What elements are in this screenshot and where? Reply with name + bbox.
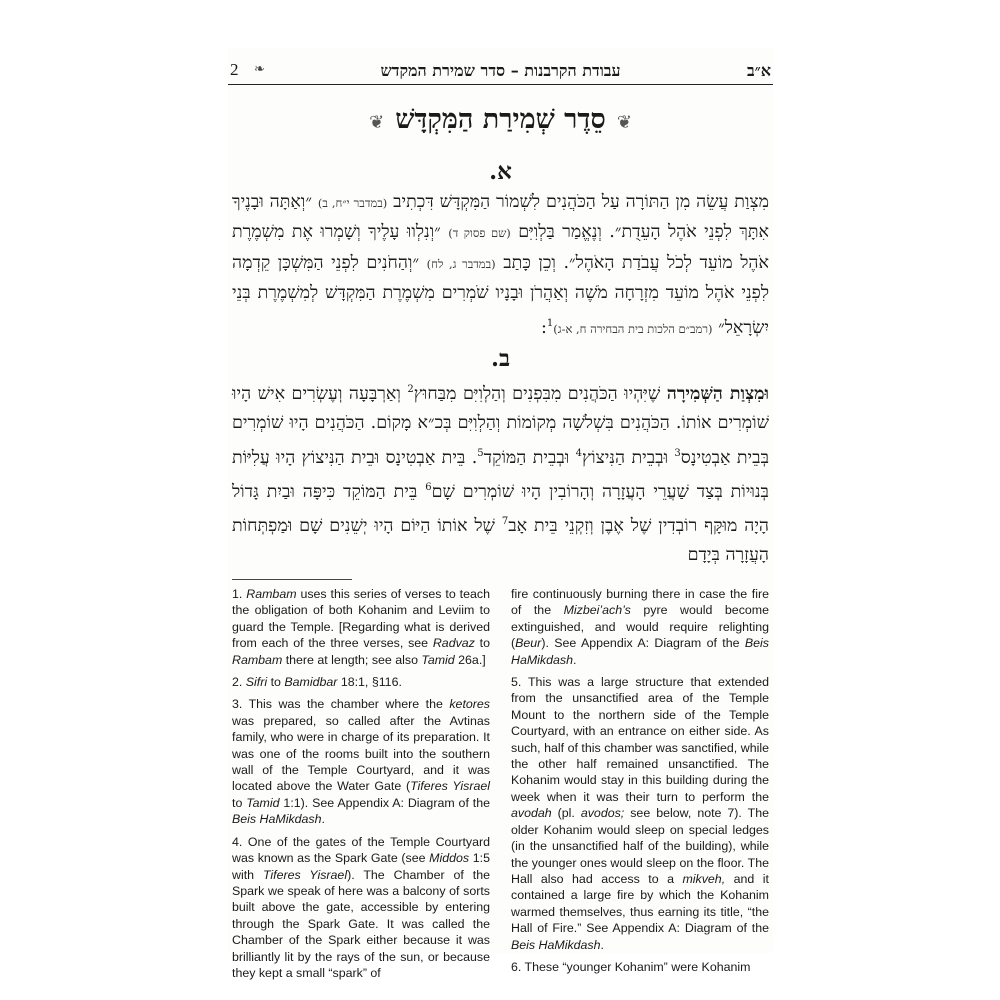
text-run: ״וְהַחֹנִים לִפְנֵי הַמִּשְׁכָּן קֵדְמָה לִפְנֵי אֹהֶל מוֹעֵד מִזְרָחָה מֹשֶׁה וְאַהֲרֹן וּבָנָיו שֹׁמְרִים מִשְׁמֶרֶת הַמִּקְדָּשׁ לְמִשְׁמֶרֶת בְּנֵי יִשְׂרָאֵל״ [232, 252, 769, 338]
footnote-text-run: . [321, 812, 325, 827]
footnote-text-run: 2. [232, 675, 246, 690]
title-ornament-left-icon: ❦ [369, 112, 385, 133]
text-run: ״וְאַתָּה וּבָנֶיךָ אִתָּךְ לִפְנֵי אֹהֶל הָעֵדֻת״. וְנֶאֱמַר בַּלְוִיִּם [232, 192, 769, 243]
footnote-text-run: Radvaz [432, 636, 475, 651]
footnote-text-run: Tiferes Yisrael [262, 867, 348, 882]
footnote-text-run: there at length; see also [282, 652, 422, 667]
footnote-text-run: Sifri [245, 675, 268, 690]
footnote-text-run: uses this series of verses to teach the obligation of both Kohanim and Leviim to guard the Temple. [Regarding what is derived from each of the three verses, see [232, 587, 490, 651]
footnote-text-run: Tiferes Yisrael [410, 779, 490, 794]
text-run: שֶׁיִּהְיוּ הַכֹּהֲנִים מִבִּפְנִים וְהַלְוִיִּם מִבַּחוּץ [413, 383, 667, 404]
footnote-text-run: 26a.] [454, 652, 486, 667]
text-run: וּבְבֵית הַנִּיצוֹץ [582, 447, 675, 468]
footnote-text-run: ). See Appendix A: Diagram of the [541, 636, 745, 651]
footnote-text-run: avodah [511, 806, 552, 821]
section-letter-bet: ב. [490, 345, 511, 372]
text-run: שֶׁל אוֹתוֹ הַיּוֹם הָיוּ יְשֵׁנִים שָׁם וּמַפְתְּחוֹת הָעֲזָרָה בְּיָדָם [232, 515, 769, 566]
source-citation: (במדבר י״ח, ב) [317, 196, 388, 210]
section-aleph-text [232, 188, 769, 344]
footnote-text-run: pyre would become extinguished, and would require relighting ( [511, 603, 769, 651]
running-header [228, 60, 773, 86]
footnotes-right-column [511, 586, 769, 981]
footnote [232, 674, 490, 690]
footnote-text-run: Beis HaMikdash [511, 937, 601, 952]
footnote-marker: 2 [407, 384, 414, 395]
text-run: . בֵּית אַבְטִינָס וּבֵית הַנִּיצוֹץ הָיוּ עֲלִיּוֹת בְּנוּיוֹת בְּצַד שַׁעֲרֵי הָעֲזָרָה וְהָרוֹבִין הָיוּ שׁוֹמְרִים שָׁם [232, 447, 769, 502]
text-run: וְאַרְבָּעָה וְעֶשְׂרִים אִישׁ הָיוּ שׁוֹמְרִים אוֹתוֹ. הַכֹּהֲנִים בִּשְׁלֹשָׁה מְקוֹמוֹת וְהַלְוִיִּם בְּכ״א מָקוֹם. הַכֹּהֲנִים הָיוּ שׁוֹמְרִים בְּבֵית אַבְטִינָס [232, 383, 770, 468]
footnote [511, 959, 769, 975]
footnote-text-run: Middos [429, 851, 470, 866]
footnote-text-run: to [267, 675, 285, 690]
chapter-title [228, 104, 773, 144]
header-ornament-icon: ❧ [254, 62, 265, 77]
text-run: בֵּית הַמּוֹקֵד כִּיפָּה וּבַיִת גָּדוֹל הָיָה מוּקָּף רוֹבְדִין שֶׁל אֶבֶן וְזִקְנֵי בֵּית אָב [232, 481, 769, 536]
footnote-text-run: 18:1, §116. [337, 675, 402, 690]
text-run: וּבְבֵית הַמּוֹקֵד [483, 447, 576, 468]
footnote [232, 834, 490, 982]
footnote-text-run: was prepared, so called after the Avtinas family, who were in charge of its preparation. It was one of the rooms built into the southern wall of the Temple Courtyard, and it was located above the Water Gate ( [232, 713, 490, 794]
footnote-text-run: and it contained a large fire by which the Kohanim warmed themselves, thus earning its title, “the Hall of Fire.” See Appendix A: Diagram of the [511, 871, 769, 936]
footnote-text-run: see below, note 7). The older Kohanim would sleep on special ledges (in the unsanctified half of the building), while the younger ones would sleep on the floor. The Hall also had access to a [511, 806, 769, 886]
footnote-marker: 6 [425, 481, 432, 493]
header-rule [228, 84, 773, 85]
footnote-marker: 1 [546, 317, 554, 329]
footnote-text-run: Mizbei’ach’s [563, 603, 631, 618]
footnote [511, 586, 769, 668]
footnote-text-run: 1. [232, 587, 247, 601]
footnote-marker: 4 [575, 447, 583, 459]
footnote-text-run: ). The Chamber of the Spark we speak of here was a balcony of sorts built above the gate, accessible by entering through the Spark Gate. It was called the Chamber of the Spark either because it was brilliantly lit by the rays of the sun, or because they kept a small “spark” of [232, 867, 490, 980]
footnote-text-run: Beis HaMikdash [511, 636, 769, 667]
footnotes-left-column [232, 586, 490, 987]
footnote-marker: 5 [477, 447, 484, 459]
footnote-text-run: Bamidbar [284, 675, 338, 690]
footnote-text-run: Tamid [421, 652, 455, 667]
footnote-text-run: 3. This was the chamber where the [232, 697, 450, 712]
source-citation: (במדבר ג, לח) [426, 256, 496, 271]
footnote-text-run: 1:5 with [232, 851, 490, 882]
chapter-title-text: סֵדֶר שְׁמִירַת הַמִּקְדָּשׁ [395, 104, 606, 135]
source-citation: (שם פסוק ד) [448, 226, 511, 241]
title-ornament-right-icon: ❦ [616, 112, 632, 133]
text-run: : [541, 317, 547, 338]
footnote-marker: 7 [501, 516, 509, 528]
footnote-text-run: . [572, 652, 577, 667]
footnote [232, 586, 490, 668]
footnote-text-run: 4. One of the gates of the Temple Courtyard was known as the Spark Gate (see [232, 834, 490, 866]
section-letter-aleph: א. [489, 158, 512, 185]
folio-marker: א״ב [746, 61, 771, 80]
running-title: עבודת הקרבנות – סדר שמירת המקדש [380, 61, 621, 80]
footnote-text-run: avodos; [580, 806, 625, 821]
text-run: מִצְוַת עֲשֵׂה מִן הַתּוֹרָה עַל הַכֹּהֲנִים לִשְׁמוֹר הַמִּקְדָּשׁ דִּכְתִיב [387, 192, 769, 212]
footnote-text-run: fire continuously burning there in case the fire of the [511, 587, 769, 618]
footnote-text-run: to [474, 636, 490, 651]
footnote [232, 696, 490, 827]
book-page [228, 48, 773, 980]
footnote-text-run: . [600, 937, 604, 952]
footnote-text-run: Beur [515, 636, 542, 651]
source-citation: (רמב״ם הלכות בית הבחירה ח, א-ג) [553, 321, 713, 336]
footnote-text-run: (pl. [551, 806, 581, 821]
footnote-text-run: 5. This was a large structure that extended from the unsanctified area of the Temple Mount to the northern side of the Temple Courtyard, with an entrance on either side. As such, half of this chamber was sanctified, while the other half remained unsanctified. The Kohanim would stay in this building during the week when it was their turn to perform the [511, 675, 769, 804]
footnote-text-run: Rambam [246, 587, 297, 601]
footnote-text-run: mikveh, [682, 871, 726, 886]
footnote-text-run: 1:1). See Appendix A: Diagram of the [279, 795, 491, 810]
footnote-marker: 3 [674, 447, 681, 459]
footnote-text-run: 6. These “younger Kohanim” were Kohanim [511, 959, 751, 974]
footnote-text-run: to [232, 795, 247, 810]
text-run: ״וְנִלְווּ עָלֶיךָ וְשָׁמְרוּ אֶת מִשְׁמֶרֶת אֹהֶל מוֹעֵד לְכֹל עֲבֹדַת הָאֹהֶל״. וְכֵן כָּתַב [232, 222, 769, 273]
footnote-text-run: ketores [449, 697, 490, 712]
footnote-text-run: Tamid [246, 795, 280, 810]
footnote-text-run: Beis HaMikdash [232, 812, 322, 827]
text-run: וּמִצְוַת הַשְּׁמִירָה [666, 383, 770, 404]
footnote-text-run: Rambam [232, 652, 283, 667]
page-number: 2 [230, 60, 239, 79]
footnote-rule [232, 579, 352, 580]
footnote [511, 674, 769, 953]
section-bet-text [232, 375, 769, 571]
